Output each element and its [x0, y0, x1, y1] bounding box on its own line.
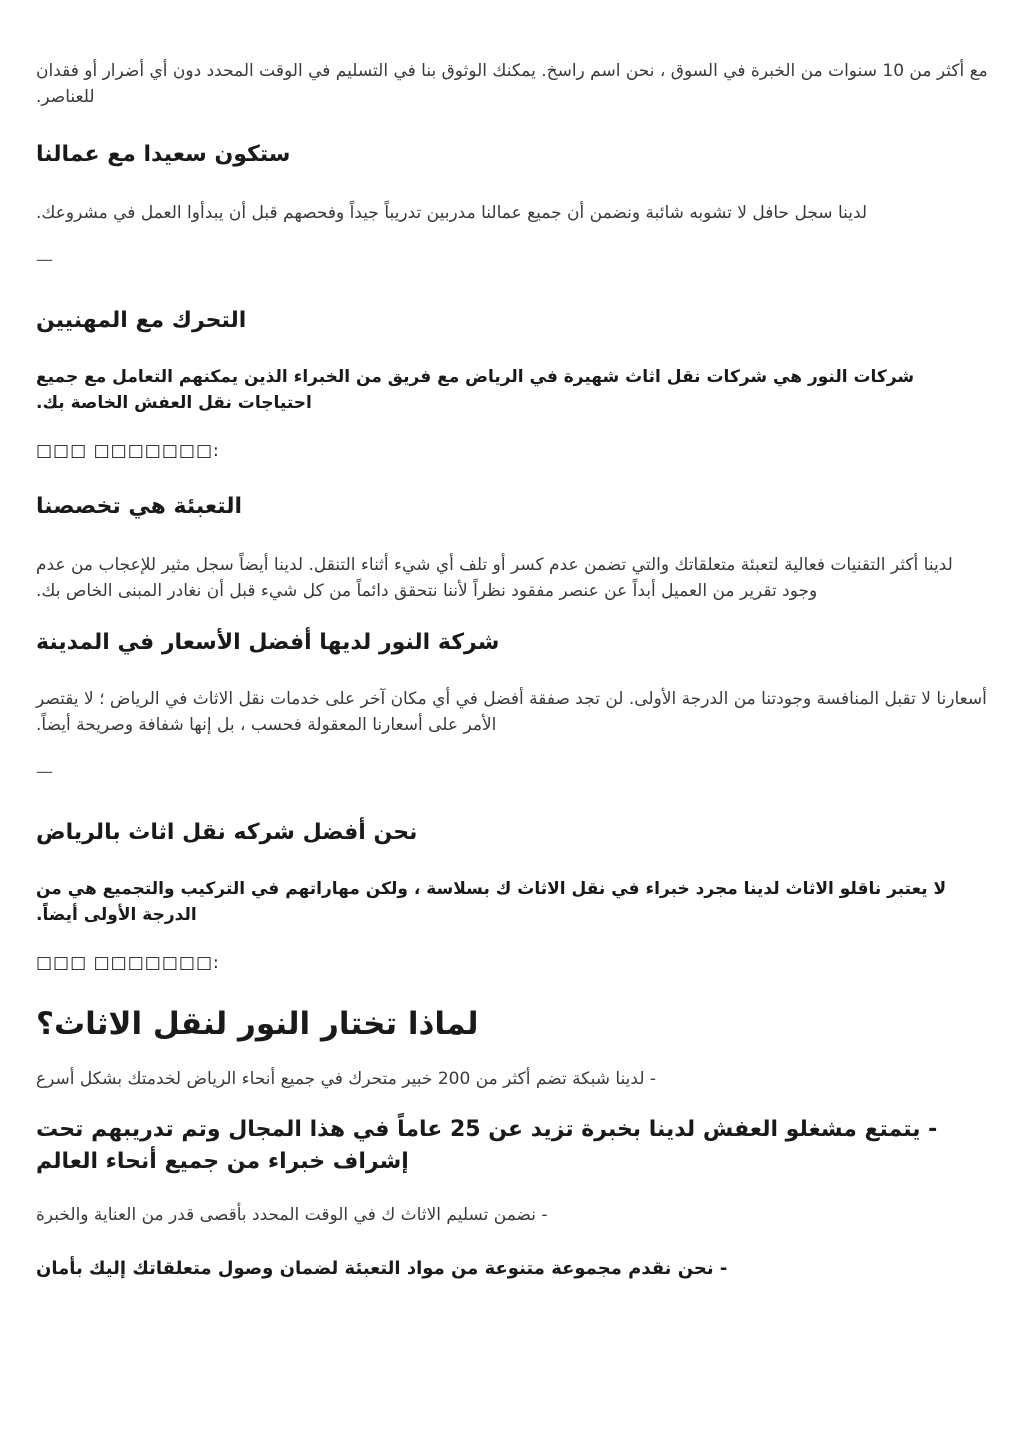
- paragraph-movers-skills: لا يعتبر ناقلو الاثاث لدينا مجرد خبراء في نقل الاثاث ك بسلاسة ، ولكن مهاراتهم في التركيب والتجميع هي من الدرجة الأولى أيضاً.: [36, 879, 947, 925]
- heading-move-with-pros: التحرك مع المهنيين: [36, 308, 247, 333]
- intro-paragraph: مع أكثر من 10 سنوات من الخبرة في السوق ، نحن اسم راسخ. يمكنك الوثوق بنا في التسليم في الوقت المحدد دون أي أضرار أو فقدان للعناصر.: [36, 61, 988, 107]
- horizontal-rule-marker: —: [36, 762, 53, 782]
- paragraph-alnoor-companies: شركات النور هي شركات نقل اثاث شهيرة في الرياض مع فريق من الخبراء الذين يمكنهم التعامل مع جميع احتياجات نقل العفش الخاصة بك.: [36, 367, 915, 413]
- heading-why-choose: لماذا تختار النور لنقل الاثاث؟: [36, 1006, 479, 1042]
- paragraph-packing-techniques: لدينا أكثر التقنيات فعالية لتعبئة متعلقاتك والتي تضمن عدم كسر أو تلف أي شيء أثناء التنقل. لدينا أيضاً سجل مثير للإعجاب من عدم وجود تقرير من العميل أبداً عن عنصر مفقود نظراً لأننا نتحقق دائماً من كل شيء قبل أن نغادر المبنى الخاص بك.: [36, 555, 953, 601]
- heading-packing-specialty: التعبئة هي تخصصنا: [36, 494, 243, 519]
- paragraph-prices: أسعارنا لا تقبل المنافسة وجودتنا من الدرجة الأولى. لن تجد صفقة أفضل في أي مكان آخر على خدمات نقل الاثاث في الرياض ؛ لا يقتصر الأمر على أسعارنا المعقولة فحسب ، بل إنها شفافة وصريحة أيضاً.: [36, 689, 987, 735]
- heading-happy-workers: ستكون سعيدا مع عمالنا: [36, 142, 291, 167]
- horizontal-rule-marker: —: [36, 250, 53, 270]
- list-item-experience: - يتمتع مشغلو العفش لدينا بخبرة تزيد عن 25 عاماً في هذا المجال وتم تدريبهم تحت إشراف خبراء من جميع أنحاء العالم: [36, 1117, 938, 1174]
- heading-best-prices: شركة النور لديها أفضل الأسعار في المدينة: [36, 630, 500, 655]
- missing-glyph-label: □□□ □□□□□□□:: [36, 441, 220, 461]
- list-item-packing-materials: - نحن نقدم مجموعة متنوعة من مواد التعبئة لضمان وصول متعلقاتك إليك بأمان: [36, 1258, 728, 1279]
- heading-best-company: نحن أفضل شركه نقل اثاث بالرياض: [36, 820, 418, 845]
- list-item-network: - لدينا شبكة تضم أكثر من 200 خبير متحرك في جميع أنحاء الرياض لخدمتك بشكل أسرع: [36, 1069, 657, 1089]
- list-item-delivery: - نضمن تسليم الاثاث ك في الوقت المحدد بأقصى قدر من العناية والخبرة: [36, 1205, 548, 1225]
- missing-glyph-label: □□□ □□□□□□□:: [36, 953, 220, 973]
- paragraph-track-record: لدينا سجل حافل لا تشوبه شائبة ونضمن أن جميع عمالنا مدربين تدريباً جيداً وفحصهم قبل أن يبدأوا العمل في مشروعك.: [36, 203, 868, 223]
